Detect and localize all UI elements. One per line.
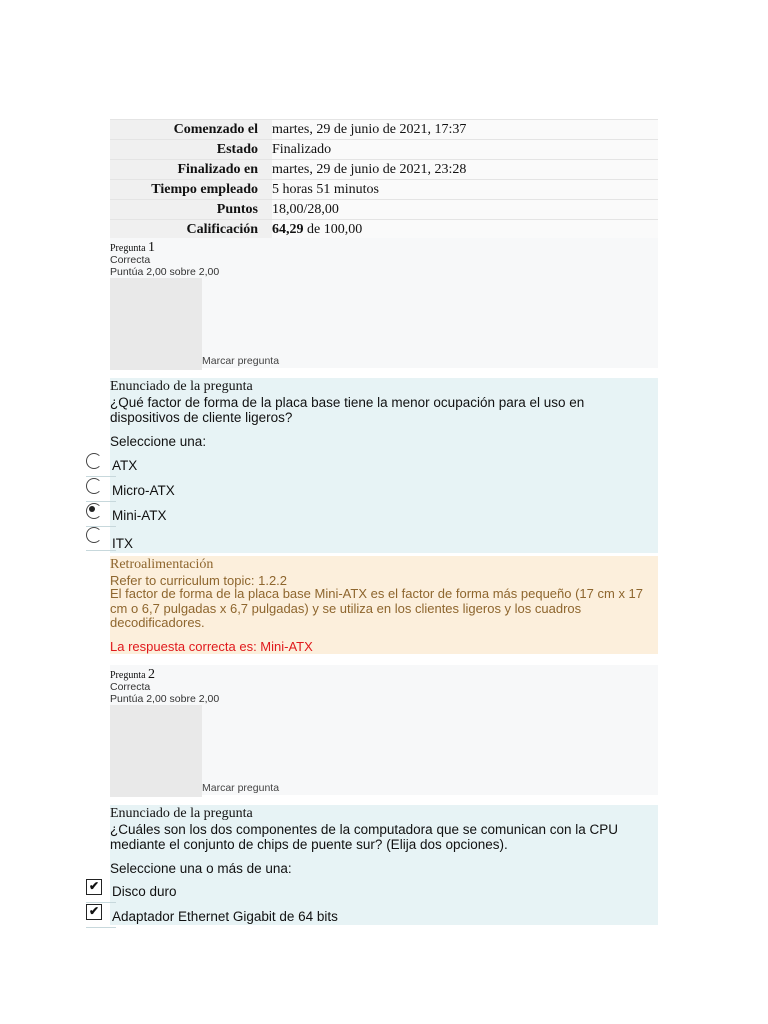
question-1-state: Correcta xyxy=(110,254,151,266)
answer-option-ethernet-gigabit[interactable] xyxy=(86,904,658,928)
question-2-text: ¿Cuáles son los dos componentes de la computadora que se comunican con la CPU mediante el conjunto de chips de puente sur? (Elija dos opciones). xyxy=(110,822,619,852)
summary-row-state xyxy=(110,140,658,160)
summary-value: Finalizado xyxy=(272,140,658,160)
feedback-header: Retroalimentación xyxy=(110,557,214,572)
answer-label[interactable]: Micro-ATX xyxy=(112,483,175,498)
flag-area xyxy=(110,278,202,370)
question-prefix: Pregunta xyxy=(110,670,146,681)
answer-label[interactable]: Adaptador Ethernet Gigabit de 64 bits xyxy=(112,909,338,924)
feedback-text: El factor de forma de la placa base Mini-ATX es el factor de forma más pequeño (17 cm x 17 cm o 6,7 pulgadas x 6,7 pulgadas) y se utiliza en los clientes ligeros y los cuadros decodificadores. xyxy=(110,586,644,630)
answer-option-disco-duro[interactable] xyxy=(86,879,658,903)
summary-label: Finalizado en xyxy=(110,160,272,180)
question-1-grade: Puntúa 2,00 sobre 2,00 xyxy=(110,266,220,278)
grade-score: 64,29 xyxy=(272,221,304,237)
option-divider xyxy=(86,476,116,477)
radio-button[interactable] xyxy=(86,527,102,543)
summary-row-started xyxy=(110,120,658,140)
option-divider xyxy=(86,927,116,928)
radio-button[interactable] xyxy=(86,453,102,469)
radio-button[interactable] xyxy=(86,478,102,494)
question-2-grade: Puntúa 2,00 sobre 2,00 xyxy=(110,693,220,705)
option-divider xyxy=(86,550,116,551)
formulation-header: Enunciado de la pregunta xyxy=(110,806,253,821)
flag-question-link[interactable]: Marcar pregunta xyxy=(202,782,280,794)
question-1-info xyxy=(110,238,658,368)
option-divider xyxy=(86,501,116,502)
answer-label[interactable]: ATX xyxy=(112,458,138,473)
summary-value: martes, 29 de junio de 2021, 23:28 xyxy=(272,160,658,180)
flag-area xyxy=(110,705,202,797)
checkbox-checked[interactable]: ✔ xyxy=(86,904,102,920)
summary-row-grade xyxy=(110,220,658,240)
attempt-summary-table xyxy=(110,119,658,240)
summary-value xyxy=(272,220,658,240)
summary-value: 5 horas 51 minutos xyxy=(272,180,658,200)
question-2-state: Correcta xyxy=(110,681,151,693)
question-1-feedback xyxy=(110,556,658,654)
answer-option-micro-atx[interactable] xyxy=(86,478,658,502)
summary-label: Comenzado el xyxy=(110,120,272,140)
flag-question-link[interactable]: Marcar pregunta xyxy=(202,355,280,367)
question-1-prompt: Seleccione una: xyxy=(110,434,207,449)
grade-scale: de 100,00 xyxy=(303,221,363,237)
summary-row-points xyxy=(110,200,658,220)
radio-button-selected[interactable] xyxy=(86,503,102,519)
answer-label[interactable]: ITX xyxy=(112,536,134,551)
summary-row-finished xyxy=(110,160,658,180)
summary-value: martes, 29 de junio de 2021, 17:37 xyxy=(272,120,658,140)
answer-option-mini-atx[interactable] xyxy=(86,503,658,527)
feedback-topic: Refer to curriculum topic: 1.2.2 xyxy=(110,573,288,588)
question-1-text: ¿Qué factor de forma de la placa base tiene la menor ocupación para el uso en dispositivos de cliente ligeros? xyxy=(110,395,585,425)
question-number: 1 xyxy=(148,240,156,255)
answer-option-itx[interactable] xyxy=(86,527,658,551)
checkbox-checked[interactable]: ✔ xyxy=(86,879,102,895)
answer-option-atx[interactable] xyxy=(86,453,658,477)
answer-label[interactable]: Mini-ATX xyxy=(112,508,167,523)
question-number: 2 xyxy=(148,667,156,682)
summary-row-time xyxy=(110,180,658,200)
question-prefix: Pregunta xyxy=(110,243,146,254)
option-divider xyxy=(86,902,116,903)
answer-label[interactable]: Disco duro xyxy=(112,884,177,899)
question-2-prompt: Seleccione una o más de una: xyxy=(110,861,292,876)
summary-label: Tiempo empleado xyxy=(110,180,272,200)
summary-label: Calificación xyxy=(110,220,272,240)
question-2-info xyxy=(110,665,658,795)
summary-value: 18,00/28,00 xyxy=(272,200,658,220)
correct-answer-text: La respuesta correcta es: Mini-ATX xyxy=(110,639,313,654)
formulation-header: Enunciado de la pregunta xyxy=(110,379,253,394)
summary-label: Estado xyxy=(110,140,272,160)
summary-label: Puntos xyxy=(110,200,272,220)
